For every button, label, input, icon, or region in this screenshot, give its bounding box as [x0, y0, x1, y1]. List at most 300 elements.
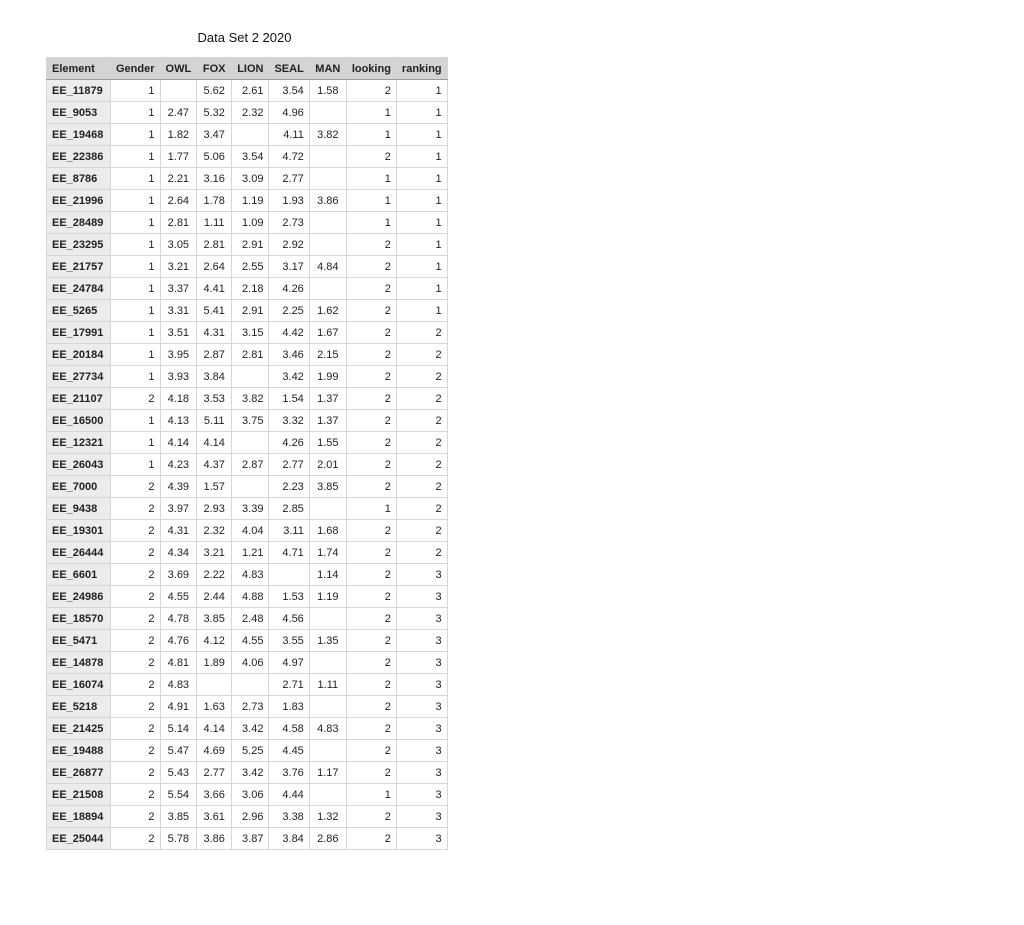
cell-looking[interactable]: 2	[346, 718, 396, 740]
cell-ranking[interactable]: 3	[396, 652, 447, 674]
cell-gender[interactable]: 1	[111, 300, 161, 322]
column-header-owl[interactable]: OWL	[160, 58, 197, 80]
cell-element[interactable]: EE_21508	[47, 784, 111, 806]
cell-man[interactable]	[309, 608, 346, 630]
cell-man[interactable]: 4.84	[309, 256, 346, 278]
cell-man[interactable]	[309, 168, 346, 190]
cell-gender[interactable]: 1	[111, 146, 161, 168]
cell-lion[interactable]: 3.42	[232, 762, 269, 784]
cell-gender[interactable]: 2	[111, 674, 161, 696]
cell-owl[interactable]: 4.76	[160, 630, 197, 652]
cell-man[interactable]: 2.01	[309, 454, 346, 476]
cell-owl[interactable]	[160, 80, 197, 102]
cell-fox[interactable]: 4.14	[197, 432, 232, 454]
cell-element[interactable]: EE_26444	[47, 542, 111, 564]
cell-element[interactable]: EE_21107	[47, 388, 111, 410]
cell-seal[interactable]: 3.17	[269, 256, 309, 278]
cell-fox[interactable]: 4.69	[197, 740, 232, 762]
cell-man[interactable]: 1.37	[309, 388, 346, 410]
cell-seal[interactable]: 2.77	[269, 454, 309, 476]
cell-gender[interactable]: 1	[111, 190, 161, 212]
cell-element[interactable]: EE_25044	[47, 828, 111, 850]
cell-ranking[interactable]: 3	[396, 740, 447, 762]
cell-lion[interactable]: 2.81	[232, 344, 269, 366]
cell-seal[interactable]: 1.54	[269, 388, 309, 410]
cell-seal[interactable]: 2.85	[269, 498, 309, 520]
cell-owl[interactable]: 2.21	[160, 168, 197, 190]
cell-looking[interactable]: 2	[346, 542, 396, 564]
cell-fox[interactable]: 3.66	[197, 784, 232, 806]
cell-looking[interactable]: 2	[346, 300, 396, 322]
cell-element[interactable]: EE_23295	[47, 234, 111, 256]
cell-seal[interactable]: 3.46	[269, 344, 309, 366]
cell-ranking[interactable]: 1	[396, 212, 447, 234]
cell-ranking[interactable]: 1	[396, 102, 447, 124]
cell-lion[interactable]: 3.87	[232, 828, 269, 850]
cell-man[interactable]: 1.74	[309, 542, 346, 564]
data-table[interactable]	[46, 57, 448, 850]
cell-man[interactable]: 1.58	[309, 80, 346, 102]
column-header-looking[interactable]: looking	[346, 58, 396, 80]
cell-lion[interactable]	[232, 476, 269, 498]
cell-looking[interactable]: 1	[346, 190, 396, 212]
cell-looking[interactable]: 2	[346, 674, 396, 696]
cell-looking[interactable]: 2	[346, 630, 396, 652]
cell-man[interactable]: 1.68	[309, 520, 346, 542]
cell-man[interactable]: 2.15	[309, 344, 346, 366]
cell-gender[interactable]: 2	[111, 520, 161, 542]
cell-lion[interactable]: 2.32	[232, 102, 269, 124]
cell-lion[interactable]: 5.25	[232, 740, 269, 762]
cell-fox[interactable]: 5.41	[197, 300, 232, 322]
cell-gender[interactable]: 1	[111, 278, 161, 300]
cell-fox[interactable]: 1.78	[197, 190, 232, 212]
cell-ranking[interactable]: 3	[396, 828, 447, 850]
column-header-man[interactable]: MAN	[309, 58, 346, 80]
cell-gender[interactable]: 2	[111, 828, 161, 850]
cell-owl[interactable]: 5.47	[160, 740, 197, 762]
column-header-fox[interactable]: FOX	[197, 58, 232, 80]
cell-owl[interactable]: 3.51	[160, 322, 197, 344]
cell-fox[interactable]: 4.14	[197, 718, 232, 740]
cell-ranking[interactable]: 1	[396, 300, 447, 322]
cell-ranking[interactable]: 1	[396, 168, 447, 190]
cell-fox[interactable]: 1.89	[197, 652, 232, 674]
cell-man[interactable]	[309, 212, 346, 234]
cell-ranking[interactable]: 2	[396, 454, 447, 476]
column-header-ranking[interactable]: ranking	[396, 58, 447, 80]
cell-ranking[interactable]: 2	[396, 498, 447, 520]
cell-looking[interactable]: 2	[346, 828, 396, 850]
cell-element[interactable]: EE_9053	[47, 102, 111, 124]
cell-looking[interactable]: 1	[346, 212, 396, 234]
cell-seal[interactable]: 4.97	[269, 652, 309, 674]
cell-seal[interactable]: 3.76	[269, 762, 309, 784]
cell-lion[interactable]: 2.91	[232, 234, 269, 256]
cell-seal[interactable]: 4.11	[269, 124, 309, 146]
cell-lion[interactable]: 3.09	[232, 168, 269, 190]
cell-owl[interactable]: 3.85	[160, 806, 197, 828]
cell-ranking[interactable]: 3	[396, 630, 447, 652]
cell-gender[interactable]: 1	[111, 410, 161, 432]
cell-ranking[interactable]: 2	[396, 366, 447, 388]
cell-owl[interactable]: 5.78	[160, 828, 197, 850]
cell-lion[interactable]: 4.55	[232, 630, 269, 652]
cell-element[interactable]: EE_19488	[47, 740, 111, 762]
cell-element[interactable]: EE_11879	[47, 80, 111, 102]
cell-lion[interactable]: 2.91	[232, 300, 269, 322]
cell-looking[interactable]: 2	[346, 388, 396, 410]
cell-gender[interactable]: 2	[111, 762, 161, 784]
cell-ranking[interactable]: 1	[396, 190, 447, 212]
cell-ranking[interactable]: 2	[396, 344, 447, 366]
cell-ranking[interactable]: 1	[396, 256, 447, 278]
cell-owl[interactable]: 5.43	[160, 762, 197, 784]
cell-man[interactable]	[309, 234, 346, 256]
cell-seal[interactable]: 4.42	[269, 322, 309, 344]
cell-looking[interactable]: 1	[346, 784, 396, 806]
cell-looking[interactable]: 2	[346, 564, 396, 586]
cell-owl[interactable]: 1.77	[160, 146, 197, 168]
cell-seal[interactable]: 2.71	[269, 674, 309, 696]
cell-ranking[interactable]: 3	[396, 608, 447, 630]
cell-ranking[interactable]: 3	[396, 696, 447, 718]
cell-man[interactable]: 1.55	[309, 432, 346, 454]
cell-fox[interactable]: 3.61	[197, 806, 232, 828]
cell-ranking[interactable]: 3	[396, 718, 447, 740]
cell-man[interactable]: 1.67	[309, 322, 346, 344]
cell-element[interactable]: EE_24986	[47, 586, 111, 608]
cell-element[interactable]: EE_12321	[47, 432, 111, 454]
cell-seal[interactable]: 3.54	[269, 80, 309, 102]
cell-man[interactable]: 1.62	[309, 300, 346, 322]
cell-gender[interactable]: 1	[111, 102, 161, 124]
cell-element[interactable]: EE_19301	[47, 520, 111, 542]
cell-fox[interactable]: 2.87	[197, 344, 232, 366]
cell-seal[interactable]: 4.26	[269, 432, 309, 454]
cell-element[interactable]: EE_7000	[47, 476, 111, 498]
cell-fox[interactable]: 1.11	[197, 212, 232, 234]
cell-gender[interactable]: 1	[111, 256, 161, 278]
column-header-seal[interactable]: SEAL	[269, 58, 309, 80]
cell-looking[interactable]: 2	[346, 256, 396, 278]
cell-fox[interactable]: 4.37	[197, 454, 232, 476]
cell-gender[interactable]: 2	[111, 784, 161, 806]
cell-man[interactable]: 1.19	[309, 586, 346, 608]
cell-element[interactable]: EE_22386	[47, 146, 111, 168]
cell-gender[interactable]: 1	[111, 234, 161, 256]
cell-gender[interactable]: 2	[111, 740, 161, 762]
cell-seal[interactable]: 3.38	[269, 806, 309, 828]
cell-lion[interactable]: 3.39	[232, 498, 269, 520]
cell-man[interactable]: 1.99	[309, 366, 346, 388]
cell-seal[interactable]: 2.23	[269, 476, 309, 498]
cell-seal[interactable]: 3.84	[269, 828, 309, 850]
cell-lion[interactable]: 2.87	[232, 454, 269, 476]
cell-gender[interactable]: 1	[111, 344, 161, 366]
cell-seal[interactable]: 4.96	[269, 102, 309, 124]
column-header-lion[interactable]: LION	[232, 58, 269, 80]
cell-owl[interactable]: 4.39	[160, 476, 197, 498]
cell-ranking[interactable]: 3	[396, 674, 447, 696]
cell-looking[interactable]: 2	[346, 344, 396, 366]
cell-fox[interactable]: 2.77	[197, 762, 232, 784]
cell-owl[interactable]: 3.95	[160, 344, 197, 366]
cell-owl[interactable]: 4.34	[160, 542, 197, 564]
cell-element[interactable]: EE_27734	[47, 366, 111, 388]
cell-lion[interactable]: 3.15	[232, 322, 269, 344]
cell-lion[interactable]: 1.09	[232, 212, 269, 234]
cell-element[interactable]: EE_5218	[47, 696, 111, 718]
cell-lion[interactable]	[232, 366, 269, 388]
cell-element[interactable]: EE_17991	[47, 322, 111, 344]
cell-element[interactable]: EE_21757	[47, 256, 111, 278]
cell-looking[interactable]: 2	[346, 410, 396, 432]
cell-owl[interactable]: 3.21	[160, 256, 197, 278]
cell-element[interactable]: EE_5471	[47, 630, 111, 652]
cell-fox[interactable]: 3.86	[197, 828, 232, 850]
cell-fox[interactable]: 3.84	[197, 366, 232, 388]
cell-element[interactable]: EE_8786	[47, 168, 111, 190]
cell-man[interactable]	[309, 652, 346, 674]
cell-fox[interactable]	[197, 674, 232, 696]
cell-seal[interactable]: 2.92	[269, 234, 309, 256]
cell-seal[interactable]: 2.73	[269, 212, 309, 234]
cell-owl[interactable]: 4.55	[160, 586, 197, 608]
cell-fox[interactable]: 2.22	[197, 564, 232, 586]
cell-looking[interactable]: 1	[346, 124, 396, 146]
cell-fox[interactable]: 3.47	[197, 124, 232, 146]
cell-fox[interactable]: 2.32	[197, 520, 232, 542]
cell-element[interactable]: EE_16500	[47, 410, 111, 432]
cell-owl[interactable]: 4.18	[160, 388, 197, 410]
cell-owl[interactable]: 2.47	[160, 102, 197, 124]
cell-lion[interactable]: 4.06	[232, 652, 269, 674]
cell-looking[interactable]: 2	[346, 234, 396, 256]
cell-gender[interactable]: 2	[111, 476, 161, 498]
cell-lion[interactable]: 3.42	[232, 718, 269, 740]
cell-lion[interactable]	[232, 674, 269, 696]
cell-man[interactable]: 2.86	[309, 828, 346, 850]
cell-man[interactable]	[309, 498, 346, 520]
cell-fox[interactable]: 1.57	[197, 476, 232, 498]
cell-looking[interactable]: 2	[346, 652, 396, 674]
cell-lion[interactable]: 2.48	[232, 608, 269, 630]
cell-gender[interactable]: 2	[111, 608, 161, 630]
cell-element[interactable]: EE_21425	[47, 718, 111, 740]
cell-lion[interactable]: 2.55	[232, 256, 269, 278]
cell-owl[interactable]: 4.81	[160, 652, 197, 674]
cell-lion[interactable]: 3.75	[232, 410, 269, 432]
cell-ranking[interactable]: 1	[396, 146, 447, 168]
cell-fox[interactable]: 3.16	[197, 168, 232, 190]
cell-looking[interactable]: 1	[346, 168, 396, 190]
cell-man[interactable]: 1.35	[309, 630, 346, 652]
cell-element[interactable]: EE_21996	[47, 190, 111, 212]
cell-seal[interactable]: 4.45	[269, 740, 309, 762]
cell-ranking[interactable]: 1	[396, 80, 447, 102]
cell-fox[interactable]: 4.41	[197, 278, 232, 300]
cell-gender[interactable]: 1	[111, 124, 161, 146]
cell-owl[interactable]: 4.91	[160, 696, 197, 718]
cell-fox[interactable]: 2.93	[197, 498, 232, 520]
cell-fox[interactable]: 2.81	[197, 234, 232, 256]
cell-seal[interactable]: 3.42	[269, 366, 309, 388]
cell-owl[interactable]: 4.78	[160, 608, 197, 630]
cell-man[interactable]: 1.17	[309, 762, 346, 784]
cell-man[interactable]	[309, 278, 346, 300]
cell-owl[interactable]: 4.83	[160, 674, 197, 696]
cell-seal[interactable]: 3.11	[269, 520, 309, 542]
cell-lion[interactable]: 2.61	[232, 80, 269, 102]
cell-lion[interactable]: 2.73	[232, 696, 269, 718]
cell-lion[interactable]: 3.06	[232, 784, 269, 806]
cell-man[interactable]: 4.83	[309, 718, 346, 740]
cell-man[interactable]: 1.14	[309, 564, 346, 586]
cell-looking[interactable]: 2	[346, 586, 396, 608]
cell-owl[interactable]: 4.13	[160, 410, 197, 432]
cell-element[interactable]: EE_14878	[47, 652, 111, 674]
cell-ranking[interactable]: 3	[396, 806, 447, 828]
cell-ranking[interactable]: 3	[396, 586, 447, 608]
cell-ranking[interactable]: 1	[396, 278, 447, 300]
cell-ranking[interactable]: 1	[396, 234, 447, 256]
cell-owl[interactable]: 5.14	[160, 718, 197, 740]
cell-owl[interactable]: 5.54	[160, 784, 197, 806]
cell-owl[interactable]: 3.93	[160, 366, 197, 388]
cell-gender[interactable]: 1	[111, 322, 161, 344]
cell-owl[interactable]: 3.31	[160, 300, 197, 322]
cell-lion[interactable]: 4.88	[232, 586, 269, 608]
cell-seal[interactable]: 1.83	[269, 696, 309, 718]
cell-fox[interactable]: 3.53	[197, 388, 232, 410]
cell-element[interactable]: EE_5265	[47, 300, 111, 322]
cell-seal[interactable]: 4.71	[269, 542, 309, 564]
cell-element[interactable]: EE_20184	[47, 344, 111, 366]
cell-lion[interactable]: 4.04	[232, 520, 269, 542]
cell-looking[interactable]: 2	[346, 80, 396, 102]
cell-gender[interactable]: 2	[111, 630, 161, 652]
cell-fox[interactable]: 3.85	[197, 608, 232, 630]
cell-gender[interactable]: 1	[111, 366, 161, 388]
cell-seal[interactable]: 2.77	[269, 168, 309, 190]
cell-ranking[interactable]: 2	[396, 388, 447, 410]
cell-looking[interactable]: 2	[346, 476, 396, 498]
cell-ranking[interactable]: 2	[396, 322, 447, 344]
cell-ranking[interactable]: 3	[396, 762, 447, 784]
cell-owl[interactable]: 1.82	[160, 124, 197, 146]
cell-element[interactable]: EE_6601	[47, 564, 111, 586]
cell-man[interactable]	[309, 696, 346, 718]
cell-ranking[interactable]: 3	[396, 784, 447, 806]
cell-looking[interactable]: 2	[346, 806, 396, 828]
cell-owl[interactable]: 3.05	[160, 234, 197, 256]
cell-seal[interactable]: 4.58	[269, 718, 309, 740]
cell-fox[interactable]: 3.21	[197, 542, 232, 564]
cell-fox[interactable]: 5.06	[197, 146, 232, 168]
cell-gender[interactable]: 2	[111, 564, 161, 586]
cell-owl[interactable]: 3.37	[160, 278, 197, 300]
cell-lion[interactable]	[232, 124, 269, 146]
cell-looking[interactable]: 2	[346, 762, 396, 784]
cell-man[interactable]: 1.11	[309, 674, 346, 696]
cell-owl[interactable]: 2.64	[160, 190, 197, 212]
cell-element[interactable]: EE_18894	[47, 806, 111, 828]
cell-fox[interactable]: 5.11	[197, 410, 232, 432]
cell-element[interactable]: EE_26043	[47, 454, 111, 476]
cell-fox[interactable]: 2.64	[197, 256, 232, 278]
cell-gender[interactable]: 1	[111, 168, 161, 190]
cell-fox[interactable]: 5.32	[197, 102, 232, 124]
cell-man[interactable]: 3.86	[309, 190, 346, 212]
cell-gender[interactable]: 2	[111, 718, 161, 740]
cell-looking[interactable]: 2	[346, 366, 396, 388]
cell-ranking[interactable]: 2	[396, 410, 447, 432]
cell-ranking[interactable]: 2	[396, 520, 447, 542]
column-header-gender[interactable]: Gender	[111, 58, 161, 80]
cell-looking[interactable]: 2	[346, 696, 396, 718]
cell-looking[interactable]: 2	[346, 432, 396, 454]
cell-looking[interactable]: 2	[346, 278, 396, 300]
cell-gender[interactable]: 1	[111, 212, 161, 234]
cell-owl[interactable]: 3.97	[160, 498, 197, 520]
cell-element[interactable]: EE_26877	[47, 762, 111, 784]
cell-gender[interactable]: 1	[111, 80, 161, 102]
cell-ranking[interactable]: 2	[396, 432, 447, 454]
cell-element[interactable]: EE_16074	[47, 674, 111, 696]
cell-element[interactable]: EE_28489	[47, 212, 111, 234]
cell-looking[interactable]: 2	[346, 322, 396, 344]
cell-gender[interactable]: 2	[111, 696, 161, 718]
cell-seal[interactable]: 4.72	[269, 146, 309, 168]
cell-element[interactable]: EE_18570	[47, 608, 111, 630]
cell-seal[interactable]: 3.32	[269, 410, 309, 432]
cell-lion[interactable]: 3.54	[232, 146, 269, 168]
cell-man[interactable]	[309, 784, 346, 806]
cell-gender[interactable]: 2	[111, 586, 161, 608]
cell-owl[interactable]: 4.23	[160, 454, 197, 476]
cell-man[interactable]	[309, 146, 346, 168]
cell-man[interactable]	[309, 740, 346, 762]
cell-seal[interactable]: 2.25	[269, 300, 309, 322]
cell-seal[interactable]: 4.44	[269, 784, 309, 806]
cell-lion[interactable]: 2.18	[232, 278, 269, 300]
cell-seal[interactable]: 1.53	[269, 586, 309, 608]
cell-ranking[interactable]: 2	[396, 542, 447, 564]
cell-owl[interactable]: 4.14	[160, 432, 197, 454]
cell-element[interactable]: EE_24784	[47, 278, 111, 300]
cell-element[interactable]: EE_19468	[47, 124, 111, 146]
cell-looking[interactable]: 2	[346, 146, 396, 168]
cell-gender[interactable]: 1	[111, 454, 161, 476]
cell-man[interactable]: 1.32	[309, 806, 346, 828]
cell-lion[interactable]: 4.83	[232, 564, 269, 586]
cell-gender[interactable]: 2	[111, 806, 161, 828]
cell-looking[interactable]: 2	[346, 454, 396, 476]
cell-fox[interactable]: 4.12	[197, 630, 232, 652]
cell-man[interactable]: 3.82	[309, 124, 346, 146]
cell-lion[interactable]: 1.19	[232, 190, 269, 212]
cell-seal[interactable]	[269, 564, 309, 586]
cell-looking[interactable]: 2	[346, 608, 396, 630]
cell-seal[interactable]: 4.26	[269, 278, 309, 300]
cell-fox[interactable]: 5.62	[197, 80, 232, 102]
cell-looking[interactable]: 2	[346, 740, 396, 762]
cell-man[interactable]: 3.85	[309, 476, 346, 498]
cell-ranking[interactable]: 2	[396, 476, 447, 498]
cell-ranking[interactable]: 1	[396, 124, 447, 146]
cell-owl[interactable]: 2.81	[160, 212, 197, 234]
